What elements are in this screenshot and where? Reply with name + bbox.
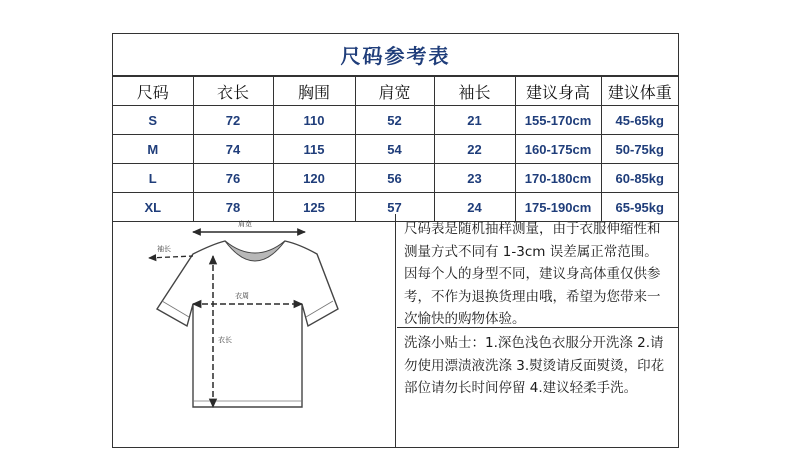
header-height: 建议身高 [515, 77, 601, 106]
cell-length: 76 [193, 164, 273, 193]
tip-line: 部位请勿长时间停留 4.建议轻柔手洗。 [404, 380, 638, 396]
length-label: 衣长 [218, 336, 232, 344]
note-line: 尺码表是随机抽样测量，由于衣服伸缩性和 [404, 221, 661, 237]
cell-height: 160-175cm [515, 135, 601, 164]
size-chart-title: 尺码参考表 [113, 34, 678, 76]
cell-sleeve: 21 [434, 106, 515, 135]
size-table-header-row [113, 77, 678, 106]
cell-chest: 115 [273, 135, 355, 164]
cell-chest: 125 [273, 193, 355, 222]
table-row [113, 164, 678, 193]
measurement-note [397, 214, 678, 328]
cell-shoulder: 54 [355, 135, 434, 164]
cell-shoulder: 52 [355, 106, 434, 135]
cell-sleeve: 24 [434, 193, 515, 222]
cell-weight: 45-65kg [601, 106, 678, 135]
cell-chest: 110 [273, 106, 355, 135]
cell-sleeve: 23 [434, 164, 515, 193]
cell-length: 72 [193, 106, 273, 135]
cell-size: L [113, 164, 193, 193]
shoulder-label: 肩宽 [238, 220, 252, 228]
note-line: 次愉快的购物体验。 [404, 311, 526, 327]
washing-tips [397, 328, 678, 447]
cell-sleeve: 22 [434, 135, 515, 164]
tshirt-outline [157, 241, 338, 407]
cell-length: 78 [193, 193, 273, 222]
cell-weight: 60-85kg [601, 164, 678, 193]
sleeve-measure-line [149, 256, 193, 258]
chest-label: 衣周 [235, 292, 249, 300]
cell-height: 175-190cm [515, 193, 601, 222]
note-line: 因每个人的身型不同，建议身高体重仅供参 [404, 266, 661, 282]
cell-weight: 50-75kg [601, 135, 678, 164]
cell-size: S [113, 106, 193, 135]
cell-length: 74 [193, 135, 273, 164]
header-sleeve: 袖长 [434, 77, 515, 106]
cell-size: M [113, 135, 193, 164]
header-size: 尺码 [113, 77, 193, 106]
cell-chest: 120 [273, 164, 355, 193]
tshirt-diagram [113, 214, 396, 447]
table-row [113, 106, 678, 135]
table-row [113, 135, 678, 164]
sleeve-label: 袖长 [157, 245, 171, 253]
header-length: 衣长 [193, 77, 273, 106]
cell-height: 155-170cm [515, 106, 601, 135]
header-weight: 建议体重 [601, 77, 678, 106]
note-line: 考，不作为退换货理由哦，希望为您带来一 [404, 288, 661, 305]
size-table [113, 76, 678, 222]
tip-line: 洗涤小贴士：1.深色浅色衣服分开洗涤 2.请 [404, 335, 664, 351]
cell-height: 170-180cm [515, 164, 601, 193]
tip-line: 勿使用漂渍液洗涤 3.熨烫请反面熨烫，印花 [404, 357, 665, 374]
cell-shoulder: 57 [355, 193, 434, 222]
cell-weight: 65-95kg [601, 193, 678, 222]
note-line: 测量方式不同有 1-3cm 误差属正常范围。 [404, 243, 658, 260]
cell-shoulder: 56 [355, 164, 434, 193]
header-chest: 胸围 [273, 77, 355, 106]
cell-size: XL [113, 193, 193, 222]
size-chart-frame [112, 33, 679, 448]
header-shoulder: 肩宽 [355, 77, 434, 106]
tshirt-diagram-panel [113, 214, 396, 447]
